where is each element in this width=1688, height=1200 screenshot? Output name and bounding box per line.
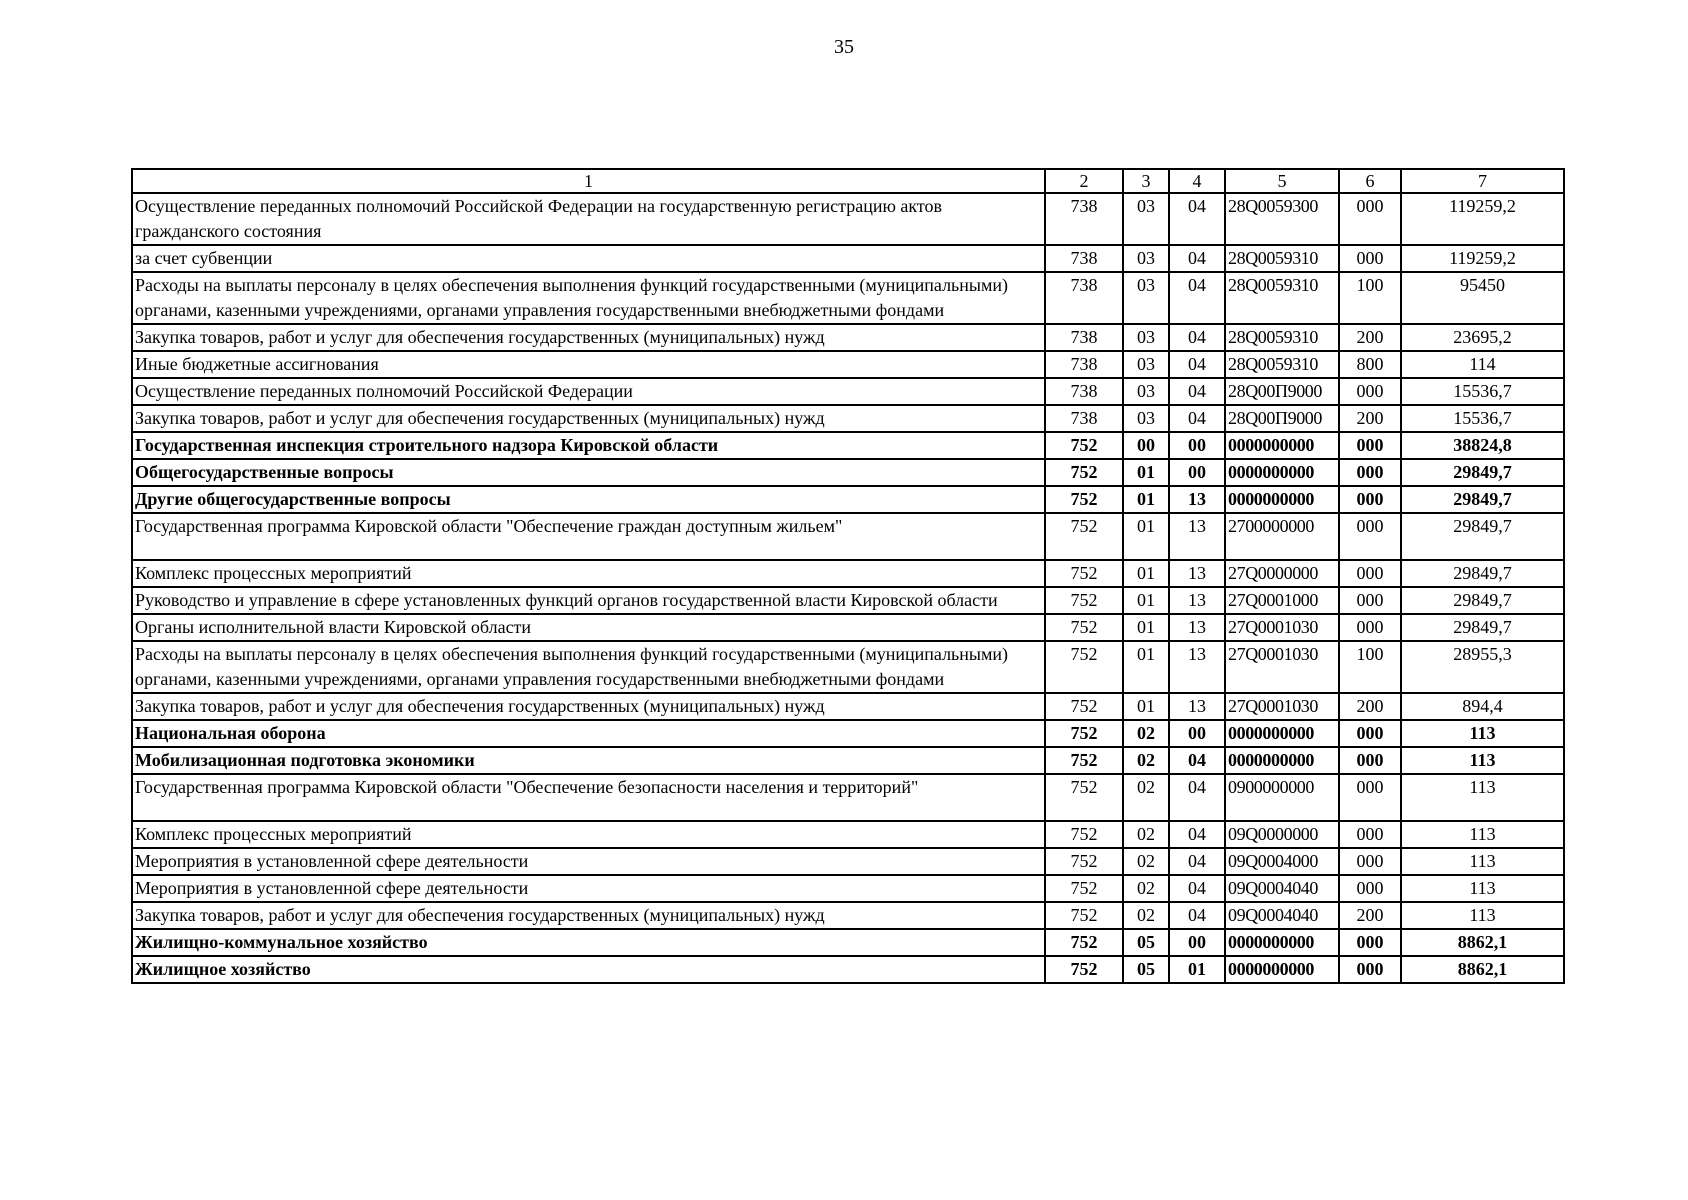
table-row xyxy=(132,902,1564,929)
cell-section: 01 xyxy=(1123,486,1169,513)
table-row xyxy=(132,405,1564,432)
cell-subsection: 04 xyxy=(1169,245,1225,272)
table-row xyxy=(132,587,1564,614)
table-row xyxy=(132,747,1564,774)
cell-name: Органы исполнительной власти Кировской области xyxy=(132,614,1045,641)
cell-target-article: 28Q00П9000 xyxy=(1225,378,1339,405)
cell-section: 01 xyxy=(1123,459,1169,486)
cell-target-article: 27Q0001030 xyxy=(1225,693,1339,720)
cell-amount: 28955,3 xyxy=(1401,641,1564,693)
budget-table xyxy=(131,168,1565,984)
cell-ministry-code: 752 xyxy=(1045,848,1123,875)
cell-subsection: 00 xyxy=(1169,929,1225,956)
cell-section: 01 xyxy=(1123,560,1169,587)
cell-ministry-code: 738 xyxy=(1045,378,1123,405)
cell-subsection: 00 xyxy=(1169,432,1225,459)
cell-amount: 29849,7 xyxy=(1401,587,1564,614)
cell-expense-type: 000 xyxy=(1339,513,1401,560)
cell-expense-type: 000 xyxy=(1339,486,1401,513)
cell-subsection: 04 xyxy=(1169,351,1225,378)
cell-ministry-code: 752 xyxy=(1045,486,1123,513)
cell-target-article: 27Q0001030 xyxy=(1225,614,1339,641)
cell-subsection: 13 xyxy=(1169,513,1225,560)
cell-ministry-code: 752 xyxy=(1045,641,1123,693)
cell-amount: 114 xyxy=(1401,351,1564,378)
table-row xyxy=(132,324,1564,351)
table-row xyxy=(132,193,1564,245)
cell-ministry-code: 752 xyxy=(1045,821,1123,848)
cell-expense-type: 000 xyxy=(1339,432,1401,459)
cell-expense-type: 200 xyxy=(1339,902,1401,929)
cell-expense-type: 000 xyxy=(1339,774,1401,821)
cell-section: 03 xyxy=(1123,324,1169,351)
cell-subsection: 04 xyxy=(1169,405,1225,432)
cell-target-article: 0000000000 xyxy=(1225,486,1339,513)
cell-ministry-code: 752 xyxy=(1045,774,1123,821)
cell-amount: 113 xyxy=(1401,747,1564,774)
cell-target-article: 28Q00П9000 xyxy=(1225,405,1339,432)
cell-name: Закупка товаров, работ и услуг для обеспечения государственных (муниципальных) нужд xyxy=(132,405,1045,432)
cell-ministry-code: 752 xyxy=(1045,560,1123,587)
cell-section: 01 xyxy=(1123,641,1169,693)
column-header: 1 xyxy=(132,169,1045,193)
cell-subsection: 04 xyxy=(1169,821,1225,848)
cell-name: Общегосударственные вопросы xyxy=(132,459,1045,486)
column-header: 4 xyxy=(1169,169,1225,193)
cell-name: Мобилизационная подготовка экономики xyxy=(132,747,1045,774)
cell-ministry-code: 752 xyxy=(1045,432,1123,459)
cell-subsection: 04 xyxy=(1169,324,1225,351)
cell-expense-type: 000 xyxy=(1339,560,1401,587)
cell-ministry-code: 752 xyxy=(1045,587,1123,614)
table-row xyxy=(132,513,1564,560)
cell-ministry-code: 738 xyxy=(1045,324,1123,351)
cell-name: Мероприятия в установленной сфере деятельности xyxy=(132,848,1045,875)
cell-name: Расходы на выплаты персоналу в целях обеспечения выполнения функций государственными (муниципальными) органами, казенными учреждениями, органами управления государственными внебюджетными фондами xyxy=(132,641,1045,693)
cell-ministry-code: 752 xyxy=(1045,929,1123,956)
cell-expense-type: 000 xyxy=(1339,848,1401,875)
cell-target-article: 0000000000 xyxy=(1225,747,1339,774)
cell-amount: 113 xyxy=(1401,848,1564,875)
table-body xyxy=(132,193,1564,983)
cell-ministry-code: 752 xyxy=(1045,614,1123,641)
cell-subsection: 13 xyxy=(1169,587,1225,614)
cell-expense-type: 000 xyxy=(1339,747,1401,774)
cell-section: 03 xyxy=(1123,245,1169,272)
cell-expense-type: 000 xyxy=(1339,587,1401,614)
table-row xyxy=(132,560,1564,587)
cell-amount: 29849,7 xyxy=(1401,513,1564,560)
table-row xyxy=(132,272,1564,324)
cell-name: Государственная программа Кировской области "Обеспечение граждан доступным жильем" xyxy=(132,513,1045,560)
cell-subsection: 04 xyxy=(1169,193,1225,245)
cell-section: 02 xyxy=(1123,848,1169,875)
table-row xyxy=(132,486,1564,513)
cell-target-article: 0000000000 xyxy=(1225,459,1339,486)
cell-expense-type: 800 xyxy=(1339,351,1401,378)
cell-subsection: 13 xyxy=(1169,614,1225,641)
cell-expense-type: 000 xyxy=(1339,875,1401,902)
cell-name: Комплекс процессных мероприятий xyxy=(132,560,1045,587)
cell-section: 02 xyxy=(1123,875,1169,902)
cell-target-article: 0000000000 xyxy=(1225,432,1339,459)
cell-amount: 15536,7 xyxy=(1401,378,1564,405)
cell-ministry-code: 752 xyxy=(1045,459,1123,486)
table-row xyxy=(132,693,1564,720)
cell-subsection: 13 xyxy=(1169,486,1225,513)
column-header: 3 xyxy=(1123,169,1169,193)
cell-name: Жилищно-коммунальное хозяйство xyxy=(132,929,1045,956)
cell-subsection: 04 xyxy=(1169,848,1225,875)
cell-expense-type: 000 xyxy=(1339,245,1401,272)
cell-name: Комплекс процессных мероприятий xyxy=(132,821,1045,848)
cell-target-article: 28Q0059310 xyxy=(1225,351,1339,378)
cell-amount: 29849,7 xyxy=(1401,560,1564,587)
table-row xyxy=(132,720,1564,747)
cell-expense-type: 000 xyxy=(1339,929,1401,956)
cell-subsection: 04 xyxy=(1169,747,1225,774)
cell-amount: 119259,2 xyxy=(1401,193,1564,245)
cell-section: 05 xyxy=(1123,956,1169,983)
cell-section: 05 xyxy=(1123,929,1169,956)
cell-expense-type: 100 xyxy=(1339,641,1401,693)
cell-subsection: 00 xyxy=(1169,720,1225,747)
cell-amount: 894,4 xyxy=(1401,693,1564,720)
cell-target-article: 27Q0000000 xyxy=(1225,560,1339,587)
cell-ministry-code: 752 xyxy=(1045,513,1123,560)
table-row xyxy=(132,245,1564,272)
cell-name: Расходы на выплаты персоналу в целях обеспечения выполнения функций государственными (муниципальными) органами, казенными учреждениями, органами управления государственными внебюджетными фондами xyxy=(132,272,1045,324)
cell-ministry-code: 752 xyxy=(1045,720,1123,747)
table-row xyxy=(132,641,1564,693)
cell-target-article: 09Q0000000 xyxy=(1225,821,1339,848)
cell-expense-type: 000 xyxy=(1339,956,1401,983)
cell-target-article: 0000000000 xyxy=(1225,720,1339,747)
cell-subsection: 13 xyxy=(1169,560,1225,587)
cell-target-article: 09Q0004000 xyxy=(1225,848,1339,875)
cell-name: Государственная инспекция строительного надзора Кировской области xyxy=(132,432,1045,459)
cell-section: 02 xyxy=(1123,774,1169,821)
cell-expense-type: 000 xyxy=(1339,193,1401,245)
cell-section: 01 xyxy=(1123,587,1169,614)
cell-target-article: 09Q0004040 xyxy=(1225,902,1339,929)
table-row xyxy=(132,774,1564,821)
cell-target-article: 28Q0059300 xyxy=(1225,193,1339,245)
cell-subsection: 04 xyxy=(1169,272,1225,324)
cell-ministry-code: 738 xyxy=(1045,351,1123,378)
cell-amount: 113 xyxy=(1401,774,1564,821)
cell-name: Другие общегосударственные вопросы xyxy=(132,486,1045,513)
cell-target-article: 0900000000 xyxy=(1225,774,1339,821)
table-row xyxy=(132,875,1564,902)
cell-amount: 38824,8 xyxy=(1401,432,1564,459)
cell-subsection: 04 xyxy=(1169,774,1225,821)
cell-expense-type: 000 xyxy=(1339,821,1401,848)
table-row xyxy=(132,929,1564,956)
cell-name: Закупка товаров, работ и услуг для обеспечения государственных (муниципальных) нужд xyxy=(132,902,1045,929)
cell-name: за счет субвенции xyxy=(132,245,1045,272)
cell-ministry-code: 738 xyxy=(1045,272,1123,324)
cell-name: Мероприятия в установленной сфере деятельности xyxy=(132,875,1045,902)
column-header: 2 xyxy=(1045,169,1123,193)
cell-section: 02 xyxy=(1123,902,1169,929)
cell-amount: 29849,7 xyxy=(1401,459,1564,486)
table-row xyxy=(132,614,1564,641)
cell-ministry-code: 752 xyxy=(1045,747,1123,774)
cell-target-article: 0000000000 xyxy=(1225,929,1339,956)
cell-section: 01 xyxy=(1123,614,1169,641)
cell-ministry-code: 752 xyxy=(1045,693,1123,720)
cell-subsection: 01 xyxy=(1169,956,1225,983)
cell-subsection: 13 xyxy=(1169,641,1225,693)
cell-amount: 113 xyxy=(1401,902,1564,929)
table-row xyxy=(132,459,1564,486)
cell-ministry-code: 738 xyxy=(1045,193,1123,245)
cell-target-article: 27Q0001030 xyxy=(1225,641,1339,693)
cell-amount: 119259,2 xyxy=(1401,245,1564,272)
table-row xyxy=(132,821,1564,848)
cell-section: 00 xyxy=(1123,432,1169,459)
cell-section: 02 xyxy=(1123,720,1169,747)
cell-name: Осуществление переданных полномочий Российской Федерации xyxy=(132,378,1045,405)
table-row xyxy=(132,848,1564,875)
cell-section: 03 xyxy=(1123,193,1169,245)
cell-section: 03 xyxy=(1123,272,1169,324)
table-row xyxy=(132,351,1564,378)
cell-ministry-code: 752 xyxy=(1045,875,1123,902)
cell-target-article: 27Q0001000 xyxy=(1225,587,1339,614)
cell-ministry-code: 752 xyxy=(1045,956,1123,983)
cell-subsection: 04 xyxy=(1169,378,1225,405)
cell-amount: 95450 xyxy=(1401,272,1564,324)
cell-name: Жилищное хозяйство xyxy=(132,956,1045,983)
cell-name: Государственная программа Кировской области "Обеспечение безопасности населения и территорий" xyxy=(132,774,1045,821)
cell-ministry-code: 738 xyxy=(1045,245,1123,272)
cell-name: Национальная оборона xyxy=(132,720,1045,747)
cell-subsection: 04 xyxy=(1169,902,1225,929)
cell-expense-type: 000 xyxy=(1339,378,1401,405)
cell-amount: 29849,7 xyxy=(1401,614,1564,641)
cell-section: 01 xyxy=(1123,693,1169,720)
cell-amount: 113 xyxy=(1401,720,1564,747)
cell-name: Осуществление переданных полномочий Российской Федерации на государственную регистрацию актов гражданского состояния xyxy=(132,193,1045,245)
cell-section: 02 xyxy=(1123,747,1169,774)
table-header-row xyxy=(132,169,1564,193)
cell-expense-type: 000 xyxy=(1339,614,1401,641)
cell-name: Закупка товаров, работ и услуг для обеспечения государственных (муниципальных) нужд xyxy=(132,324,1045,351)
cell-section: 03 xyxy=(1123,378,1169,405)
cell-expense-type: 000 xyxy=(1339,459,1401,486)
cell-target-article: 09Q0004040 xyxy=(1225,875,1339,902)
cell-amount: 113 xyxy=(1401,875,1564,902)
cell-amount: 23695,2 xyxy=(1401,324,1564,351)
cell-subsection: 13 xyxy=(1169,693,1225,720)
page-number: 35 xyxy=(834,36,854,58)
cell-subsection: 04 xyxy=(1169,875,1225,902)
cell-ministry-code: 738 xyxy=(1045,405,1123,432)
cell-section: 02 xyxy=(1123,821,1169,848)
cell-subsection: 00 xyxy=(1169,459,1225,486)
cell-name: Иные бюджетные ассигнования xyxy=(132,351,1045,378)
cell-target-article: 28Q0059310 xyxy=(1225,245,1339,272)
cell-section: 03 xyxy=(1123,351,1169,378)
column-header: 7 xyxy=(1401,169,1564,193)
table-row xyxy=(132,432,1564,459)
cell-amount: 29849,7 xyxy=(1401,486,1564,513)
table-row xyxy=(132,956,1564,983)
cell-expense-type: 200 xyxy=(1339,405,1401,432)
cell-amount: 8862,1 xyxy=(1401,956,1564,983)
cell-target-article: 0000000000 xyxy=(1225,956,1339,983)
cell-expense-type: 000 xyxy=(1339,720,1401,747)
cell-name: Закупка товаров, работ и услуг для обеспечения государственных (муниципальных) нужд xyxy=(132,693,1045,720)
column-header: 6 xyxy=(1339,169,1401,193)
cell-expense-type: 100 xyxy=(1339,272,1401,324)
cell-target-article: 2700000000 xyxy=(1225,513,1339,560)
cell-amount: 113 xyxy=(1401,821,1564,848)
cell-section: 01 xyxy=(1123,513,1169,560)
cell-target-article: 28Q0059310 xyxy=(1225,272,1339,324)
cell-section: 03 xyxy=(1123,405,1169,432)
cell-name: Руководство и управление в сфере установленных функций органов государственной власти Кировской области xyxy=(132,587,1045,614)
cell-ministry-code: 752 xyxy=(1045,902,1123,929)
cell-expense-type: 200 xyxy=(1339,324,1401,351)
column-header: 5 xyxy=(1225,169,1339,193)
cell-amount: 15536,7 xyxy=(1401,405,1564,432)
cell-amount: 8862,1 xyxy=(1401,929,1564,956)
cell-target-article: 28Q0059310 xyxy=(1225,324,1339,351)
cell-expense-type: 200 xyxy=(1339,693,1401,720)
table-row xyxy=(132,378,1564,405)
